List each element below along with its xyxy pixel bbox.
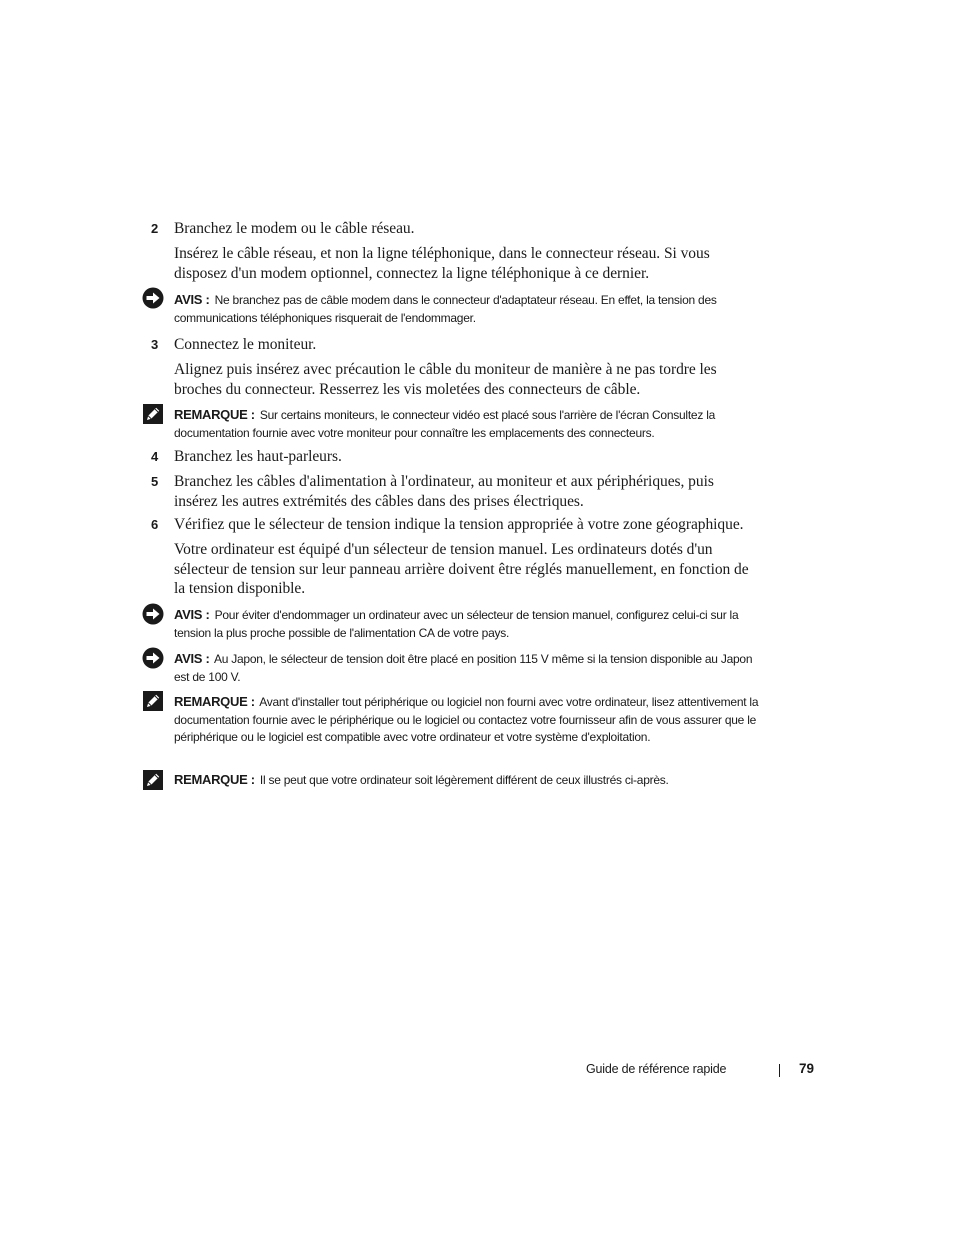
step-title: Connectez le moniteur.	[174, 336, 317, 353]
note-pencil-icon	[142, 769, 164, 791]
page-number: 79	[799, 1061, 815, 1076]
step-number: 3	[151, 337, 159, 352]
step-title: Branchez les câbles d'alimentation à l'ordinateur, au moniteur et aux périphériques, puis insérez les autres extrémités des câbles dans des prises électriques.	[174, 473, 714, 510]
note-pencil-icon	[142, 690, 164, 712]
step-title: Branchez les haut-parleurs.	[174, 448, 342, 465]
notice-label: REMARQUE :	[174, 772, 255, 787]
notice-text: Avant d'installer tout périphérique ou logiciel non fourni avec votre ordinateur, lisez attentivement la documentation fournie avec le périphérique ou le logiciel ou contactez votre fournisseur afin de vous assurer que le périphérique ou le logiciel est compatible avec votre ordinateur et votre système d'exploitation.	[174, 695, 759, 744]
step-number: 5	[151, 474, 159, 489]
notice-label: REMARQUE :	[174, 694, 255, 709]
notice-avis	[174, 606, 764, 642]
step-body: Alignez puis insérez avec précaution le câble du moniteur de manière à ne pas tordre les broches du connecteur. Resserrez les vis moletées des connecteurs de câble.	[174, 361, 717, 398]
note-remarque	[174, 406, 764, 442]
step-number: 4	[151, 449, 159, 464]
note-pencil-icon	[142, 403, 164, 425]
notice-avis	[174, 650, 764, 686]
notice-arrow-icon	[142, 287, 164, 309]
notice-label: REMARQUE :	[174, 407, 255, 422]
step-title: Branchez le modem ou le câble réseau.	[174, 220, 415, 237]
step-number: 2	[151, 221, 159, 236]
notice-text: Au Japon, le sélecteur de tension doit être placé en position 115 V même si la tension disponible au Japon est de 100 V.	[174, 652, 753, 684]
notice-label: AVIS :	[174, 292, 210, 307]
notice-text: Pour éviter d'endommager un ordinateur avec un sélecteur de tension manuel, configurez celui-ci sur la tension la plus proche possible de l'alimentation CA de votre pays.	[174, 608, 739, 640]
notice-text: Ne branchez pas de câble modem dans le connecteur d'adaptateur réseau. En effet, la tension des communications téléphoniques risquerait de l'endommager.	[174, 293, 717, 325]
footer-title: Guide de référence rapide	[586, 1062, 727, 1076]
step-number: 6	[151, 517, 159, 532]
notice-arrow-icon	[142, 603, 164, 625]
notice-text: Il se peut que votre ordinateur soit légèrement différent de ceux illustrés ci-après.	[259, 773, 669, 787]
notice-label: AVIS :	[174, 607, 210, 622]
step-title: Vérifiez que le sélecteur de tension indique la tension appropriée à votre zone géographique.	[174, 516, 744, 533]
footer-divider	[779, 1064, 780, 1077]
notice-arrow-icon	[142, 647, 164, 669]
step-body: Votre ordinateur est équipé d'un sélecteur de tension manuel. Les ordinateurs dotés d'un sélecteur de tension sur leur panneau arrière doivent être réglés manuellement, en fonction de la tension disponible.	[174, 541, 749, 597]
note-remarque	[174, 771, 764, 790]
notice-label: AVIS :	[174, 651, 210, 666]
notice-avis	[174, 291, 764, 327]
step-body: Insérez le câble réseau, et non la ligne téléphonique, dans le connecteur réseau. Si vous disposez d'un modem optionnel, connectez la ligne téléphonique à ce dernier.	[174, 245, 710, 282]
note-remarque	[174, 693, 764, 747]
notice-text: Sur certains moniteurs, le connecteur vidéo est placé sous l'arrière de l'écran Consultez la documentation fournie avec votre moniteur pour connaître les emplacements des connecteurs.	[174, 408, 716, 440]
